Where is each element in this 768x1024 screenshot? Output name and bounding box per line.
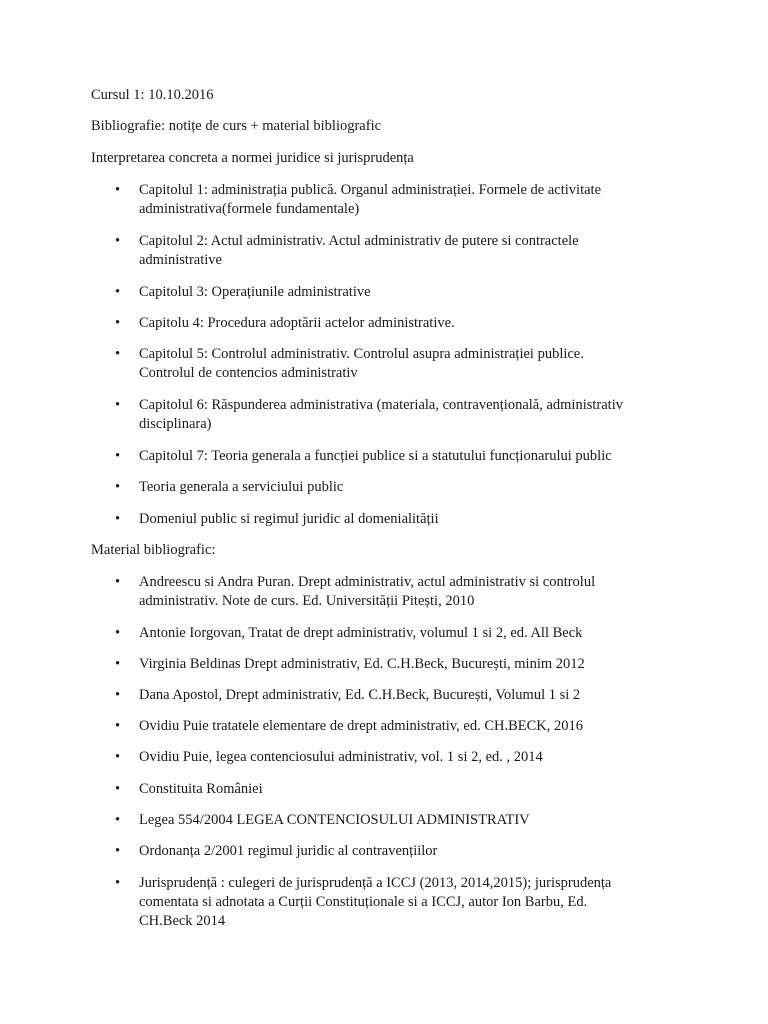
chapter-line: Domeniul public si regimul juridic al domenialității xyxy=(139,511,439,527)
bullet-marker: • xyxy=(115,749,121,765)
material-line: Dana Apostol, Drept administrativ, Ed. C.H.Beck, București, Volumul 1 si 2 xyxy=(139,687,581,703)
bullet-marker: • xyxy=(115,284,121,300)
chapter-line: Capitolul 3: Operațiunile administrative xyxy=(139,284,371,300)
chapter-line: disciplinara) xyxy=(139,416,212,432)
chapter-line: administrativa(formele fundamentale) xyxy=(139,201,360,217)
bullet-marker: • xyxy=(115,397,121,413)
bullet-marker: • xyxy=(115,625,121,641)
bullet-marker: • xyxy=(115,182,121,198)
bibliography-line: Bibliografie: notițe de curs + material bibliografic xyxy=(91,118,382,134)
chapter-line: Capitolul 1: administrația publică. Organul administrației. Formele de activitate xyxy=(139,182,602,198)
bullet-marker: • xyxy=(115,875,121,891)
bullet-marker: • xyxy=(115,781,121,797)
bullet-marker: • xyxy=(115,718,121,734)
chapter-line: Capitolul 5: Controlul administrativ. Controlul asupra administrației publice. xyxy=(139,346,584,362)
chapter-line: Teoria generala a serviciului public xyxy=(139,479,344,495)
chapter-line: administrative xyxy=(139,252,222,268)
bullet-marker: • xyxy=(115,233,121,249)
bullet-marker: • xyxy=(115,812,121,828)
bullet-marker: • xyxy=(115,687,121,703)
material-line: Ovidiu Puie tratatele elementare de drept administrativ, ed. CH.BECK, 2016 xyxy=(139,718,584,734)
material-line: Constituita României xyxy=(139,781,263,797)
material-line: Virginia Beldinas Drept administrativ, Ed. C.H.Beck, București, minim 2012 xyxy=(139,656,585,672)
chapter-line: Capitolul 7: Teoria generala a funcției publice si a statutului funcționarului public xyxy=(139,448,612,464)
material-line: Jurisprudență : culegeri de jurisprudență a ICCJ (2013, 2014,2015); jurisprudența xyxy=(139,875,612,891)
material-line: Andreescu si Andra Puran. Drept administrativ, actul administrativ si controlul xyxy=(139,574,596,590)
bullet-marker: • xyxy=(115,448,121,464)
bullet-marker: • xyxy=(115,574,121,590)
material-line: CH.Beck 2014 xyxy=(139,913,226,929)
material-line: administrativ. Note de curs. Ed. Universității Pitești, 2010 xyxy=(139,593,475,609)
chapter-line: Capitolul 2: Actul administrativ. Actul administrativ de putere si contractele xyxy=(139,233,579,249)
material-heading: Material bibliografic: xyxy=(91,542,216,558)
material-line: Antonie Iorgovan, Tratat de drept administrativ, volumul 1 si 2, ed. All Beck xyxy=(139,625,583,641)
bullet-marker: • xyxy=(115,346,121,362)
bullet-marker: • xyxy=(115,843,121,859)
bullet-marker: • xyxy=(115,656,121,672)
material-line: Ordonanța 2/2001 regimul juridic al contravențiilor xyxy=(139,843,438,859)
chapter-line: Controlul de contencios administrativ xyxy=(139,365,358,381)
chapter-line: Capitolul 6: Răspunderea administrativa (materiala, contravențională, administrativ xyxy=(139,397,623,413)
material-line: Legea 554/2004 LEGEA CONTENCIOSULUI ADMINISTRATIV xyxy=(139,812,530,828)
bullet-marker: • xyxy=(115,315,121,331)
interpretation-line: Interpretarea concreta a normei juridice si jurisprudența xyxy=(91,150,414,166)
course-heading: Cursul 1: 10.10.2016 xyxy=(91,87,214,103)
bullet-marker: • xyxy=(115,511,121,527)
bullet-marker: • xyxy=(115,479,121,495)
material-line: comentata si adnotata a Curții Constituționale si a ICCJ, autor Ion Barbu, Ed. xyxy=(139,894,588,910)
material-line: Ovidiu Puie, legea contenciosului administrativ, vol. 1 si 2, ed. , 2014 xyxy=(139,749,543,765)
chapter-line: Capitolu 4: Procedura adoptării actelor administrative. xyxy=(139,315,455,331)
